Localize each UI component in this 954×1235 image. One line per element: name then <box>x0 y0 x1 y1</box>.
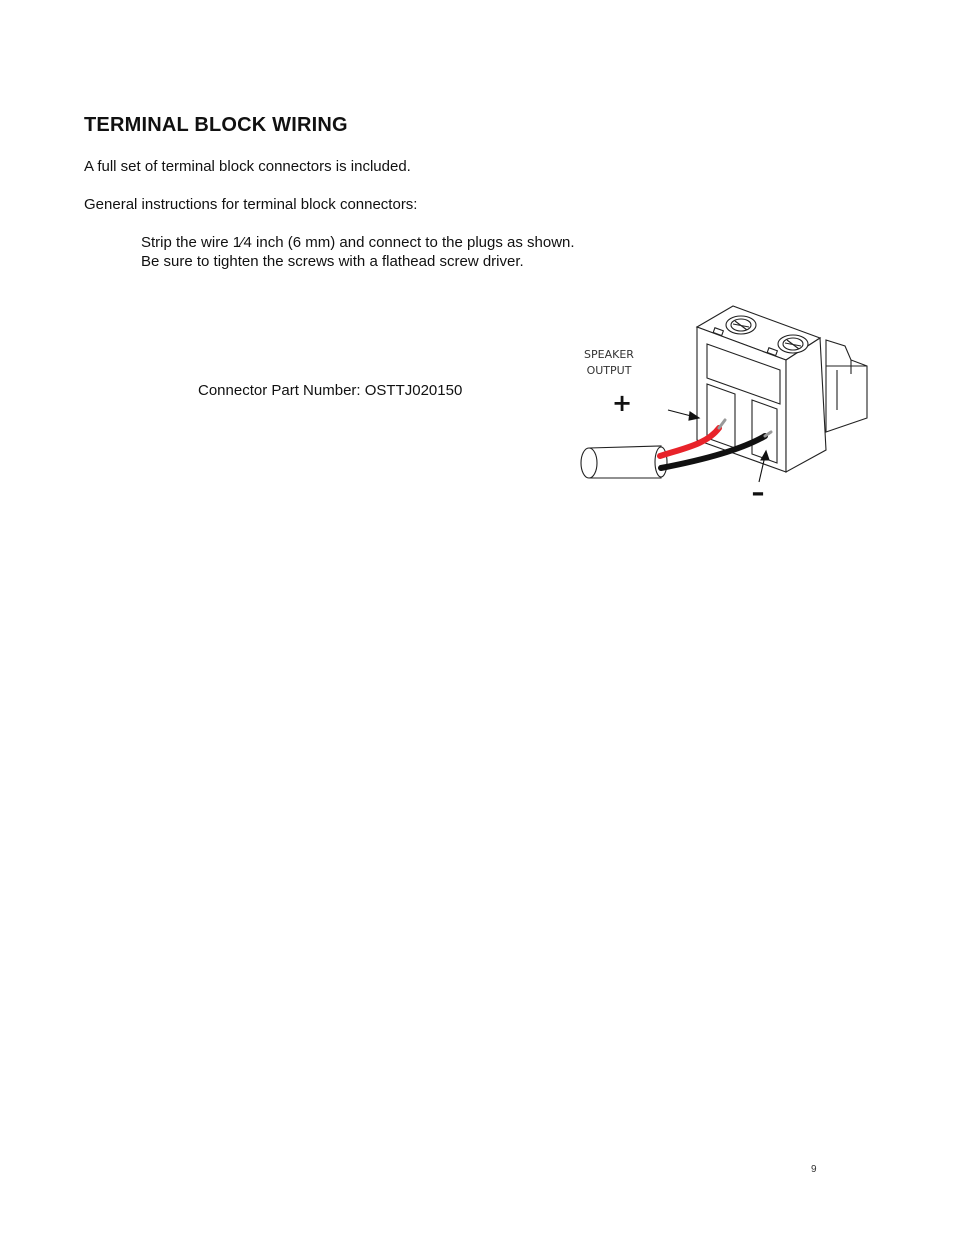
speaker-output-label-line1: SPEAKER <box>584 348 634 361</box>
terminal-block-diagram <box>575 300 875 510</box>
instruction-tighten-screws: Be sure to tighten the screws with a flathead screw driver. <box>141 253 524 270</box>
plus-sign: + <box>611 389 633 417</box>
section-heading: TERMINAL BLOCK WIRING <box>84 114 348 136</box>
terminal-block-illustration <box>575 300 875 510</box>
page-number: 9 <box>811 1164 817 1175</box>
connector-part-number: Connector Part Number: OSTTJ020150 <box>198 382 463 399</box>
general-instructions-label: General instructions for terminal block connectors: <box>84 196 418 213</box>
intro-text: A full set of terminal block connectors is included. <box>84 158 411 175</box>
minus-sign: – <box>751 478 765 508</box>
instruction-strip-wire: Strip the wire 1⁄4 inch (6 mm) and connect to the plugs as shown. <box>141 234 575 251</box>
screw-icon <box>726 316 756 334</box>
speaker-output-label-line2: OUTPUT <box>586 364 632 377</box>
arrow-icon <box>668 410 699 420</box>
instruction-list <box>141 233 575 271</box>
speaker-cable <box>581 446 667 478</box>
connector-body <box>697 306 867 472</box>
screw-icon <box>778 335 808 353</box>
